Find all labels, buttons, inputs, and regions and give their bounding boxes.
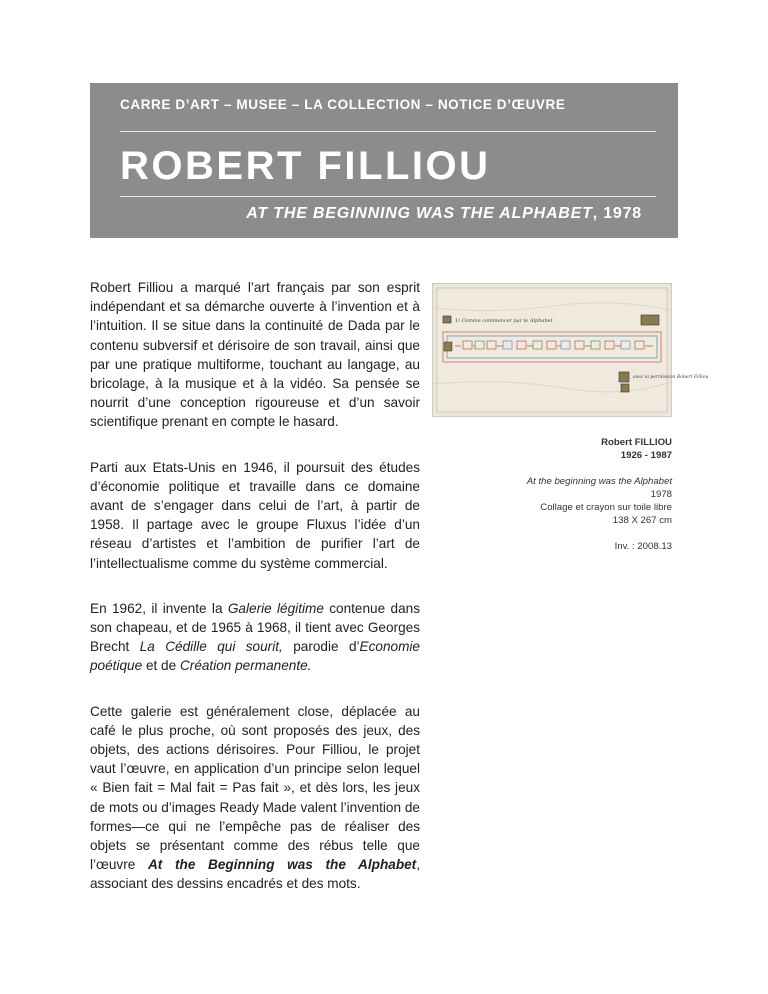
p3-galerie-legitime: Galerie légitime (227, 600, 324, 616)
p3-text-e: parodie d’ (282, 639, 360, 655)
p4-text-c: , associant des dessins encadrés et des mots. (90, 857, 420, 892)
artwork-caption (432, 436, 672, 553)
artwork-heading (246, 205, 642, 223)
caption-dates: 1926 - 1987 (620, 450, 672, 461)
artwork-heading-year: , 1978 (592, 205, 642, 222)
p3-cedille: La Cédille qui sourit, (139, 639, 283, 655)
paragraph-3 (90, 599, 420, 676)
paragraph-2: Parti aux Etats-Unis en 1946, il poursuit des études d’économie politique et travaille dans ce domaine avant de s’engager dans celui de l’art, à partir de 1958. Il partage avec le groupe Fluxus l’idée d’un réseau d’artistes et l’ambition de purifier l’art de l’intellectualisme comme du système commercial. (90, 459, 420, 571)
p3-text-a: En 1962, il invente la (90, 600, 228, 616)
artwork-heading-title: AT THE BEGINNING WAS THE ALPHABET (246, 205, 593, 222)
body-text (90, 278, 420, 920)
collage-box-top-right (641, 315, 659, 325)
header-divider-top (120, 131, 656, 132)
inscription-top: 1/ Comme commencer par le Alphabet (455, 318, 553, 324)
collage-box-bottom (619, 372, 629, 382)
collage-box-top-left (443, 316, 451, 323)
caption-year: 1978 (650, 489, 672, 500)
p3-creation-permanente: Création permanente. (179, 658, 312, 674)
inscription-bottom: avec la permission Robert Filliou (633, 375, 709, 380)
header-divider-bottom (120, 196, 656, 197)
header-banner (90, 83, 678, 238)
p4-text-a: Cette galerie est généralement close, déplacée au café le plus proche, où sont proposés des jeux, des objets, des actions dérisoires. Pour Filliou, le projet vaut l’œuvre, en application d’un principe selon lequel « Bien fait = Mal fait = Pas fait », et dès lors, les jeux de mots ou d’images Ready Made valent l’invention de formes—ce qui ne l’empêche pas de réaliser des objets se présentant comme des rébus telle que l’œuvre (90, 703, 420, 873)
artist-name: ROBERT FILLIOU (120, 144, 491, 188)
caption-inventory: Inv. : 2008.13 (614, 541, 672, 552)
caption-artist: Robert FILLIOU (601, 437, 672, 448)
p4-artwork-title: At the Beginning was the Alphabet (147, 857, 417, 873)
paragraph-4 (90, 702, 420, 894)
paragraph-1: Robert Filliou a marqué l’art français par son esprit indépendant et sa démarche ouverte à l’invention et à l’intuition. Il se situe dans la continuité de Dada par le contenu subversif et dérisoire de son travail, ainsi que par une pratique multiforme, touchant au langage, au bricolage, à la musique et à la vidéo. Sa pensée se nourrit d’une conception rigoureuse et d’un savoir scientifique prenant en compte le hasard. (90, 280, 420, 430)
artwork-image (432, 283, 709, 417)
p3-text-c: contenue dans son chapeau, et de 1965 à 1968, il tient avec Georges Brecht (90, 600, 420, 655)
p3-economie-poetique: Economie poétique (90, 639, 420, 674)
caption-medium: Collage et crayon sur toile libre (540, 502, 672, 513)
artwork-drawing (433, 284, 709, 416)
breadcrumb: CARRE D’ART – MUSEE – LA COLLECTION – NOTICE D’ŒUVRE (120, 97, 566, 112)
caption-size: 138 X 267 cm (612, 515, 672, 526)
caption-title: At the beginning was the Alphabet (526, 476, 672, 487)
p3-text-g: et de (142, 658, 180, 674)
